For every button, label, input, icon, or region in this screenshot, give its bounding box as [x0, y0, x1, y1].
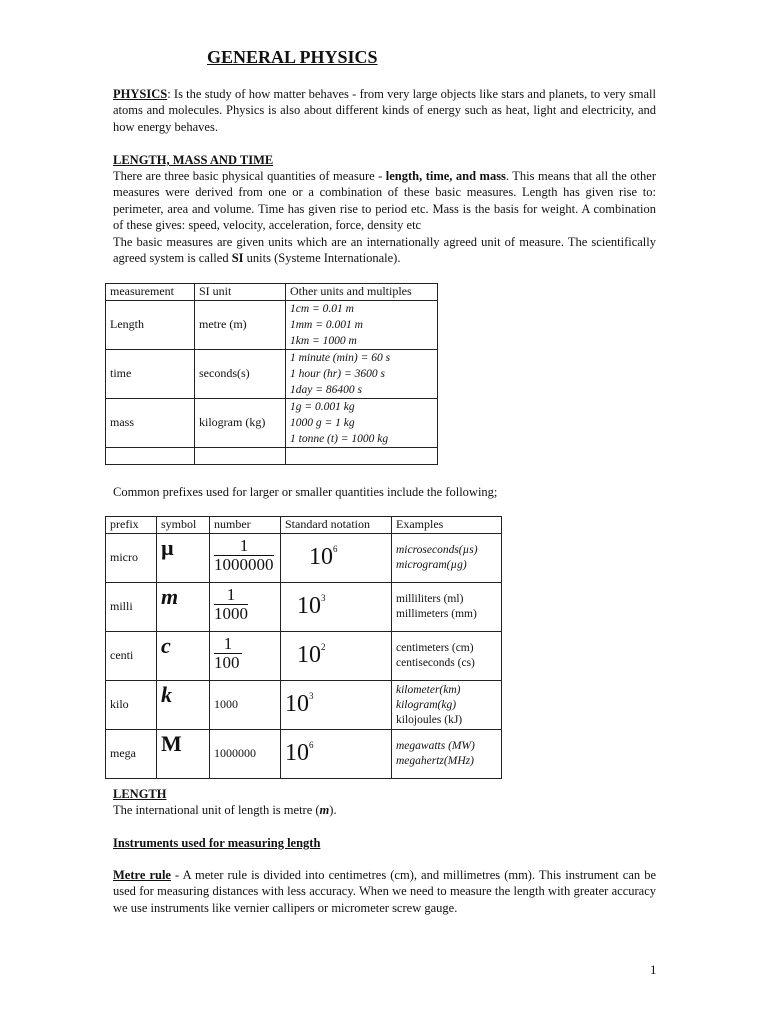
cell-prefix: micro — [106, 534, 157, 583]
physics-text: : Is the study of how matter behaves - from very large objects like stars and planets, to very small atoms and molecules. Physics is also about different kinds of energy such as heat, light and electricity, and how energy behaves. — [113, 87, 656, 134]
cell-examples — [392, 632, 502, 681]
cell-symbol — [157, 583, 210, 632]
power-exponent: 3 — [309, 691, 314, 702]
power-exponent: 3 — [321, 593, 326, 604]
other-unit: 1mm = 0.001 m — [290, 319, 363, 331]
table-row-empty — [106, 448, 438, 465]
prefix-table-header — [106, 517, 502, 534]
table-row — [106, 301, 438, 350]
cell-symbol — [157, 730, 210, 779]
table-row — [106, 399, 438, 448]
other-unit: 1g = 0.001 kg — [290, 401, 355, 413]
example — [396, 698, 497, 713]
lmt-p2-bold: SI — [231, 251, 244, 266]
cell-examples — [392, 534, 502, 583]
length-text — [113, 802, 656, 818]
example — [396, 754, 497, 769]
example-text: kilometer(km) — [396, 683, 461, 696]
fraction-denominator: 1000000 — [214, 555, 274, 575]
cell-number — [210, 632, 281, 681]
table-row — [106, 681, 502, 730]
cell-measurement: mass — [106, 399, 195, 448]
units-table-header — [106, 284, 438, 301]
physics-term: PHYSICS — [113, 87, 168, 101]
other-unit: 1cm = 0.01 m — [290, 303, 354, 315]
fraction-denominator: 100 — [214, 653, 242, 672]
fraction-numerator: 1 — [239, 536, 249, 556]
cell-si: metre (m) — [195, 301, 286, 350]
example-text: megawatts (MW) — [396, 740, 475, 752]
lmt-paragraph-1 — [113, 168, 656, 233]
metre-rule-term: Metre rule — [113, 868, 171, 882]
power-of-ten — [297, 642, 326, 668]
lmt-p1-c: . This means that all the other measures were derived from one or a combination of these basic measures. Length has given rise to: perimeter, area and volume. Time has given rise to period etc. Mass is the basis for weight. A combination of these gives: speed, velocity, acceleration, force, density etc — [113, 169, 656, 232]
table-row — [106, 632, 502, 681]
col-header: number — [210, 517, 281, 534]
cell-prefix: kilo — [106, 681, 157, 730]
example-text: kilogram(kg) — [396, 698, 457, 711]
col-header: Standard notation — [281, 517, 392, 534]
power-base: 10 — [297, 593, 321, 620]
example: centimeters (cm) — [396, 642, 474, 654]
lmt-heading: LENGTH, MASS AND TIME — [113, 153, 274, 167]
symbol: c — [161, 632, 171, 658]
cell-notation — [281, 534, 392, 583]
power-of-ten — [285, 740, 314, 766]
power-base: 10 — [285, 740, 309, 767]
example-text: microseconds(µs) — [396, 544, 478, 556]
metre-rule-paragraph — [113, 867, 656, 916]
cell-number — [210, 583, 281, 632]
prefix-intro: Common prefixes used for larger or smaller quantities include the following; — [113, 485, 498, 499]
cell-others — [286, 350, 438, 399]
units-table — [105, 283, 438, 465]
other-unit: 1000 g = 1 kg — [290, 417, 355, 429]
cell-number — [210, 534, 281, 583]
fraction-numerator: 1 — [223, 634, 233, 654]
cell-notation — [281, 681, 392, 730]
other-unit: 1 tonne (t) = 1000 kg — [290, 433, 389, 445]
other-unit: 1day = 86400 s — [290, 384, 362, 396]
example: kilojoules (kJ) — [396, 713, 463, 726]
col-header: measurement — [106, 284, 195, 301]
power-base: 10 — [309, 544, 333, 571]
example — [396, 683, 497, 698]
physics-definition — [113, 86, 656, 135]
example: millimeters (mm) — [396, 608, 477, 620]
cell-measurement: Length — [106, 301, 195, 350]
instruments-heading: Instruments used for measuring length — [113, 836, 321, 850]
cell-others — [286, 301, 438, 350]
example: milliliters (ml) — [396, 593, 464, 605]
cell-notation — [281, 730, 392, 779]
cell-examples — [392, 583, 502, 632]
cell-prefix: milli — [106, 583, 157, 632]
length-text-a: The international unit of length is metre ( — [113, 803, 320, 817]
cell-examples — [392, 681, 502, 730]
cell-si: kilogram (kg) — [195, 399, 286, 448]
cell-number: 1000 — [210, 681, 281, 730]
cell-examples — [392, 730, 502, 779]
cell-prefix: mega — [106, 730, 157, 779]
col-header: prefix — [106, 517, 157, 534]
power-exponent: 6 — [333, 544, 338, 555]
example — [396, 543, 497, 558]
prefix-table — [105, 516, 502, 779]
symbol: m — [161, 583, 179, 609]
fraction-numerator: 1 — [226, 585, 236, 605]
symbol: k — [161, 681, 172, 707]
page-number: 1 — [650, 962, 657, 977]
symbol: M — [161, 730, 182, 756]
table-row — [106, 583, 502, 632]
col-header: symbol — [157, 517, 210, 534]
symbol: µ — [161, 534, 174, 560]
other-unit: 1 hour (hr) = 3600 s — [290, 368, 385, 380]
lmt-p1-bold: length, time, and mass — [385, 169, 506, 183]
lmt-p1-a: There are three basic physical quantities of measure - — [113, 169, 386, 183]
fraction — [214, 586, 248, 623]
fraction — [214, 537, 274, 574]
cell-symbol — [157, 632, 210, 681]
table-row — [106, 534, 502, 583]
col-header: Examples — [392, 517, 502, 534]
metre-rule-text: - A meter rule is divided into centimetres (cm), and millimetres (mm). This instrument can be used for measuring distances with less accuracy. When we need to measure the length with greater accuracy we use instruments like vernier callipers or micrometer screw gauge. — [113, 868, 656, 915]
table-row — [106, 730, 502, 779]
power-base: 10 — [285, 691, 309, 718]
cell-si: seconds(s) — [195, 350, 286, 399]
cell-number: 1000000 — [210, 730, 281, 779]
example — [396, 558, 497, 573]
other-unit: 1km = 1000 m — [290, 335, 357, 347]
cell-prefix: centi — [106, 632, 157, 681]
example-text: megahertz(MHz) — [396, 755, 474, 767]
col-header: Other units and multiples — [286, 284, 438, 301]
lmt-p2-c: units (Systeme Internationale). — [243, 251, 401, 266]
power-of-ten — [285, 691, 314, 717]
cell-measurement: time — [106, 350, 195, 399]
cell-others — [286, 399, 438, 448]
col-header: SI unit — [195, 284, 286, 301]
example-text: microgram(µg) — [396, 559, 467, 571]
length-heading: LENGTH — [113, 787, 167, 801]
power-of-ten — [297, 593, 326, 619]
table-row — [106, 350, 438, 399]
fraction — [214, 635, 242, 672]
lmt-paragraph-2 — [113, 234, 656, 267]
cell-notation — [281, 583, 392, 632]
power-exponent: 2 — [321, 642, 326, 653]
power-base: 10 — [297, 642, 321, 669]
page-title: GENERAL PHYSICS — [207, 47, 378, 67]
length-text-c: ). — [329, 803, 337, 817]
lmt-p2-a: The basic measures are given units which are an internationally agreed unit of measure. The scientifically agreed system is called — [113, 235, 656, 266]
other-unit: 1 minute (min) = 60 s — [290, 352, 391, 364]
length-unit: m — [319, 803, 330, 817]
power-of-ten — [309, 544, 338, 570]
cell-notation — [281, 632, 392, 681]
fraction-denominator: 1000 — [214, 604, 248, 624]
power-exponent: 6 — [309, 740, 314, 751]
cell-symbol — [157, 681, 210, 730]
example: centiseconds (cs) — [396, 657, 475, 669]
example — [396, 739, 497, 754]
cell-symbol — [157, 534, 210, 583]
